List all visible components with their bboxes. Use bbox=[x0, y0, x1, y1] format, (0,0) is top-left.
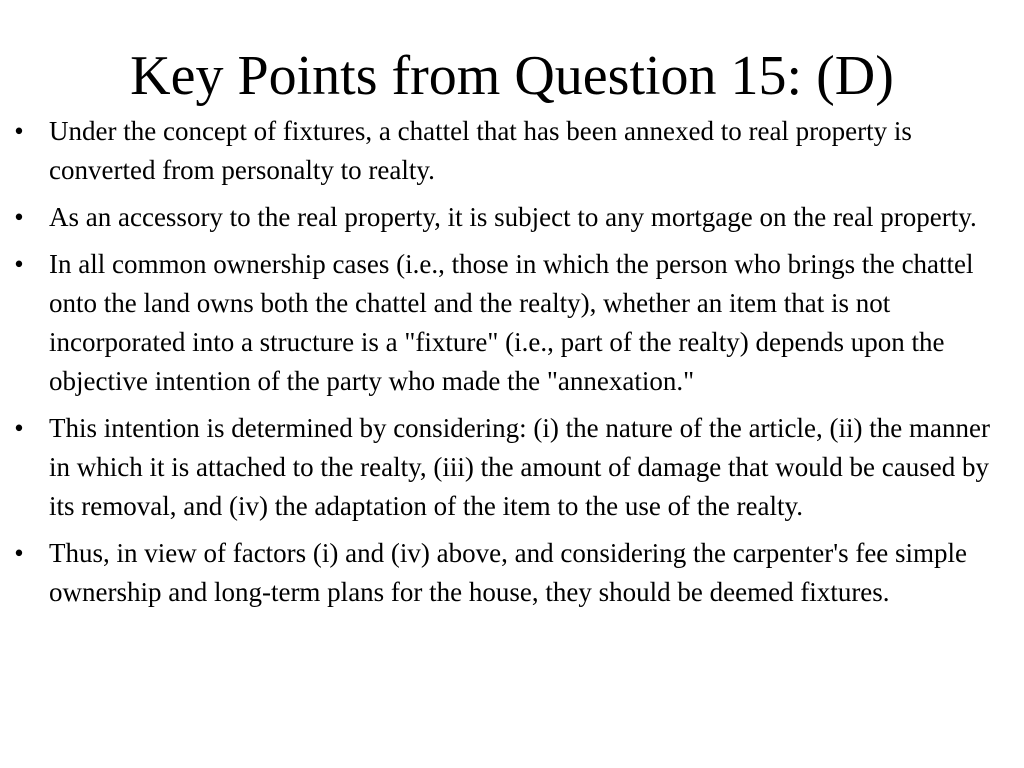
bullet-text: This intention is determined by considering: (i) the nature of the article, (ii) the manner in which it is attached to the realty, (iii) the amount of damage that would be caused by its removal, and (iv) the adaptation of the item to the use of the realty. bbox=[49, 413, 990, 521]
bullet-dot-icon: • bbox=[14, 413, 24, 443]
bullet-list bbox=[0, 112, 1024, 620]
bullet-item bbox=[0, 198, 1024, 237]
bullet-dot-icon: • bbox=[14, 116, 24, 146]
bullet-item bbox=[0, 245, 1024, 401]
bullet-item bbox=[0, 409, 1024, 526]
bullet-item bbox=[0, 534, 1024, 612]
bullet-dot-icon: • bbox=[14, 202, 24, 232]
bullet-dot-icon: • bbox=[14, 249, 24, 279]
bullet-text: As an accessory to the real property, it is subject to any mortgage on the real property. bbox=[49, 202, 977, 232]
bullet-item bbox=[0, 112, 1024, 190]
bullet-text: Thus, in view of factors (i) and (iv) above, and considering the carpenter's fee simple ownership and long-term plans for the house, they should be deemed fixtures. bbox=[49, 538, 968, 607]
bullet-dot-icon: • bbox=[14, 538, 24, 568]
bullet-text: In all common ownership cases (i.e., those in which the person who brings the chattel onto the land owns both the chattel and the realty), whether an item that is not incorporated into a structure is a "fixture" (i.e., part of the realty) depends upon the objective intention of the party who made the "annexation." bbox=[49, 249, 974, 396]
bullet-text: Under the concept of fixtures, a chattel that has been annexed to real property is converted from personalty to realty. bbox=[49, 116, 912, 185]
slide-title: Key Points from Question 15: (D) bbox=[130, 45, 894, 107]
